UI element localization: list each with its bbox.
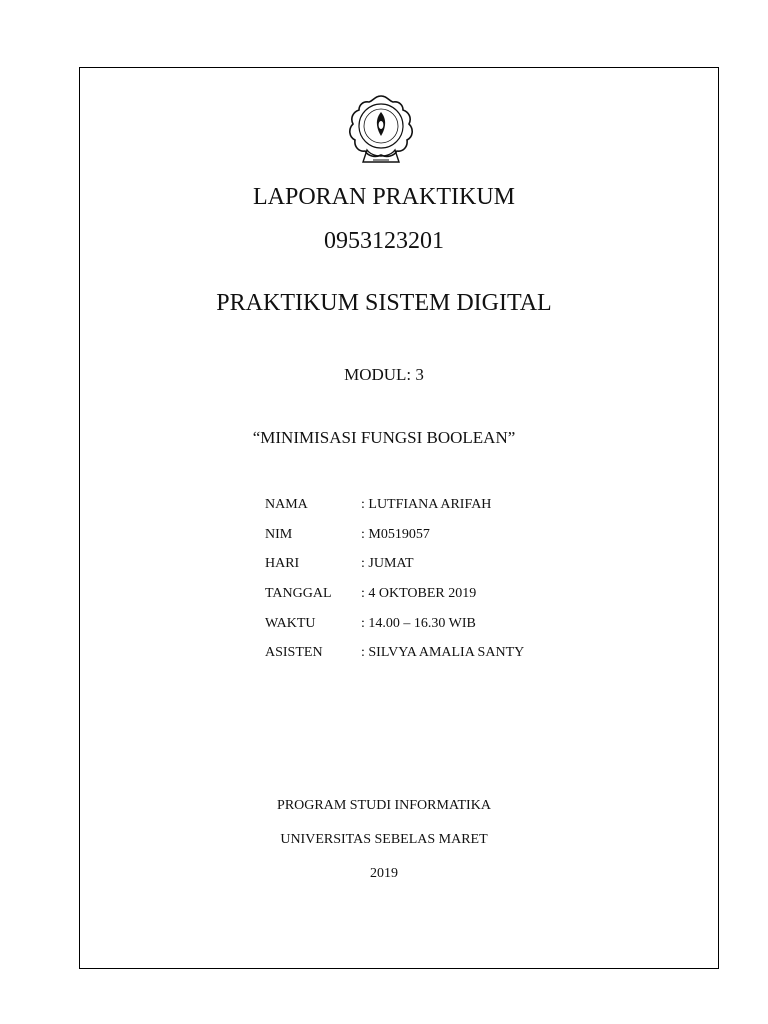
info-label: NAMA — [265, 497, 308, 512]
info-label: HARI — [265, 556, 300, 571]
course-code: 0953123201 — [324, 228, 444, 254]
report-title: LAPORAN PRAKTIKUM — [252, 184, 516, 210]
university-name: UNIVERSITAS SEBELAS MARET — [280, 832, 488, 847]
info-label: WAKTU — [265, 616, 316, 631]
info-value: : 14.00 – 16.30 WIB — [361, 616, 476, 631]
topic-title: “MINIMISASI FUNGSI BOOLEAN” — [252, 428, 516, 447]
module-label: MODUL: 3 — [344, 365, 424, 384]
study-program: PROGRAM STUDI INFORMATIKA — [277, 798, 491, 813]
university-seal-icon — [345, 92, 417, 170]
info-value: : 4 OKTOBER 2019 — [361, 586, 477, 601]
info-label: NIM — [265, 527, 293, 542]
report-year: 2019 — [370, 866, 398, 881]
info-value: : LUTFIANA ARIFAH — [361, 497, 492, 512]
course-name: PRAKTIKUM SISTEM DIGITAL — [216, 290, 552, 316]
info-value: : JUMAT — [361, 556, 414, 571]
info-value: : M0519057 — [361, 527, 430, 542]
info-value: : SILVYA AMALIA SANTY — [361, 645, 525, 660]
info-label: ASISTEN — [265, 645, 323, 660]
info-label: TANGGAL — [265, 586, 332, 601]
